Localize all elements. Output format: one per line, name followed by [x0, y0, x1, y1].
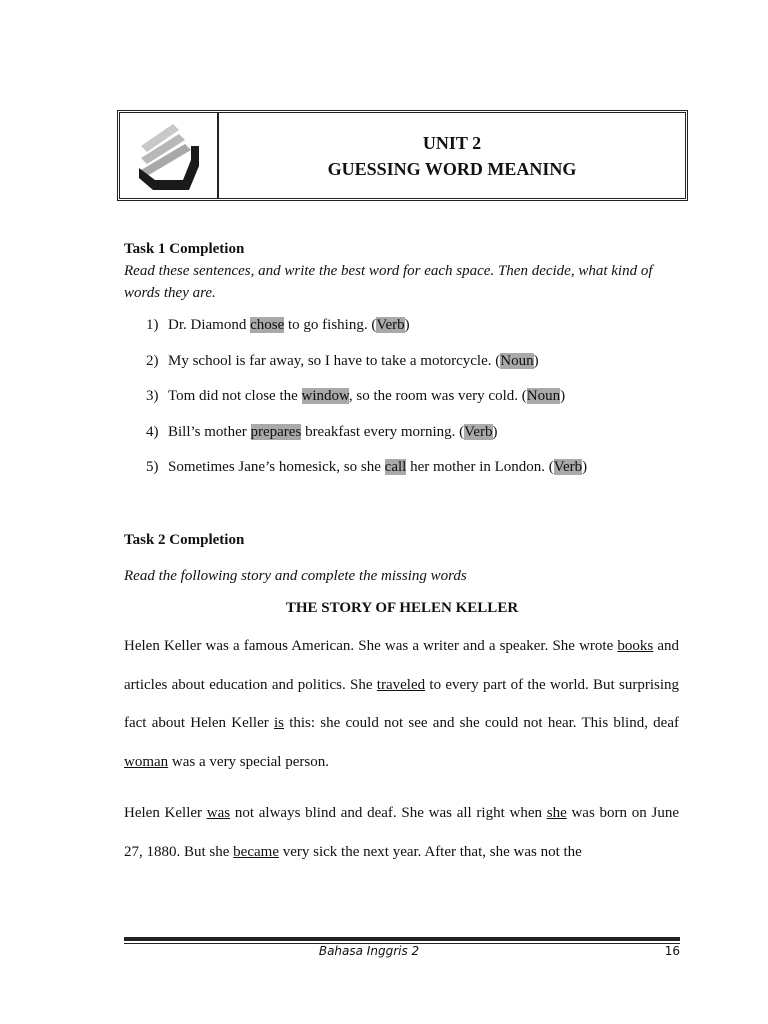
page-number: 16	[664, 944, 680, 958]
word-type: Noun	[526, 388, 561, 404]
list-item: 2) My school is far away, so I have to take a motorcycle. (Noun)	[146, 352, 539, 369]
list-item: 3) Tom did not close the window, so the room was very cold. (Noun)	[146, 388, 566, 404]
answer-word: window	[301, 388, 349, 404]
filled-word: became	[233, 843, 279, 860]
footer-rule	[124, 937, 680, 941]
filled-word: books	[617, 638, 654, 654]
unit-number: UNIT 2	[422, 132, 482, 153]
task1-list	[124, 317, 587, 495]
list-item: 1) Dr. Diamond chose to go fishing. (Verb)	[146, 317, 410, 333]
unit-title: GUESSING WORD MEANING	[327, 158, 577, 179]
answer-word: chose	[250, 317, 285, 333]
task2-instruction: Read the following story and complete the missing words	[124, 568, 467, 584]
filled-word: she	[546, 805, 567, 821]
footer-course: Bahasa Inggris 2	[318, 944, 420, 958]
task1-instruction: Read these sentences, and write the best word for each space. Then decide, what kind of words they are.	[124, 263, 653, 301]
unit-header-box	[117, 110, 688, 201]
word-type: Noun	[500, 352, 534, 369]
word-type: Verb	[553, 459, 583, 475]
list-item: 4) Bill’s mother prepares breakfast every morning. (Verb)	[146, 423, 498, 440]
story-paragraph-2: Helen Keller was not always blind and deaf. She was all right when she was born on June 27, 1880. But she became very sick the next year. After that, she was not the	[124, 805, 680, 860]
filled-word: woman	[124, 753, 169, 770]
filled-word: is	[273, 715, 284, 731]
story-paragraph-1: Helen Keller was a famous American. She was a writer and a speaker. She wrote books and articles about education and politics. She traveled to every part of the world. But surprising fact about Helen Keller is this: she could not see and she could not hear. This blind, deaf woman was a very special person.	[124, 638, 680, 770]
word-type: Verb	[464, 423, 493, 440]
word-type: Verb	[376, 317, 405, 333]
answer-word: call	[384, 459, 407, 475]
answer-word: prepares	[250, 423, 302, 440]
logo-cell	[120, 113, 219, 198]
filled-word: traveled	[376, 676, 426, 693]
task2-title: Task 2 Completion	[124, 532, 245, 548]
task1-title: Task 1 Completion	[124, 241, 245, 257]
filled-word: was	[206, 805, 231, 821]
story-title: THE STORY OF HELEN KELLER	[285, 600, 519, 616]
unit-title-cell	[219, 113, 685, 198]
university-logo-icon	[133, 116, 205, 196]
list-item: 5) Sometimes Jane’s homesick, so she call her mother in London. (Verb)	[146, 459, 588, 475]
